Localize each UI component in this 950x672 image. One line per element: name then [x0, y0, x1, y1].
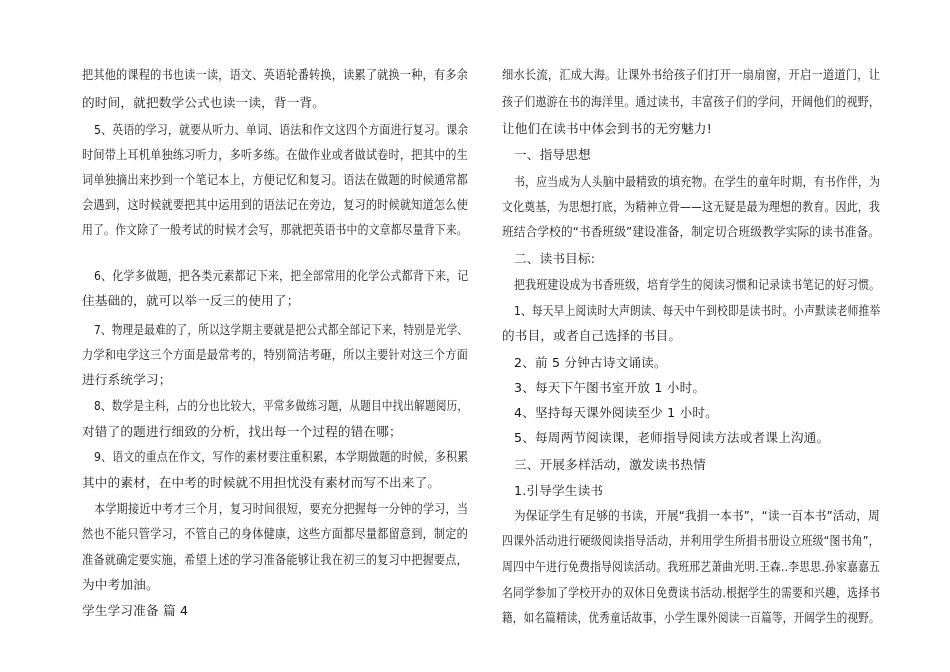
right-text-line: 二、读书目标: — [514, 251, 596, 266]
right-text-line: 把我班建设成为书香班级，培育学生的阅读习惯和记录读书笔记的好习惯。 — [514, 277, 881, 292]
left-text-line: 9、语文的重点在作文，写作的素材要注重积累，本学期做题的时候，多积累 — [94, 449, 469, 464]
right-text-line: 1、每天早上阅读时大声朗读、每天中午到校即是读书时。小声默读老师推举 — [514, 303, 881, 318]
right-text-line: 四课外活动进行硬级阅读指导活动，并利用学生所捐书册设立班级“图书角”， — [502, 533, 880, 548]
right-text-line: 班结合学校的“书香班级”建设准备，制定切合班级教学实际的读书准备。 — [502, 224, 881, 239]
left-text-line: 会遇到，这时候就要把其中运用到的语法记在旁边，复习的时候就知道怎么使 — [82, 197, 468, 212]
right-text-line: 书，应当成为人头脑中最精致的填充物。在学生的童年时期，有书作伴，为 — [514, 174, 881, 189]
right-text-line: 文化奠基，为思想打底，为精神立骨——这无疑是最为理想的教育。因此，我 — [502, 199, 880, 214]
right-text-line: 籍，如名篇精读，优秀童话故事，小学生课外阅读一百篇等，开阔学生的视野。 — [502, 610, 880, 625]
right-text-line: 为保证学生有足够的书读，开展“我捐一本书”，“读一百本书”活动，周 — [514, 508, 880, 523]
right-text-line: 2、前 5 分钟古诗文诵读。 — [514, 355, 667, 370]
left-text-line: 准备就确定要实施，希望上述的学习准备能够让我在初三的复习中把握要点， — [82, 552, 468, 567]
right-text-line: 一、指导思想 — [514, 147, 591, 162]
right-text-line: 4、坚持每天课外阅读至少 1 小时。 — [514, 405, 718, 420]
left-text-line: 其中的素材，在中考的时候就不用担忧没有素材而写不出来了。 — [82, 475, 441, 490]
left-text-line: 8、数学是主科，占的分也比较大，平常多做练习题，从题目中找出解题阅历， — [94, 398, 469, 413]
left-text-line: 本学期接近中考才三个月，复习时间很短，要充分把握每一分钟的学习，当 — [94, 501, 469, 516]
left-text-line: 然也不能只管学习，不管自己的身体健康，这些方面都尽量都留意到，制定的 — [82, 526, 468, 541]
right-text-line: 让他们在读书中体会到书的无穷魅力! — [502, 121, 712, 136]
left-text-line: 把其他的课程的书也读一读，语文、英语轮番转换，读累了就换一种，有多余 — [82, 67, 468, 82]
left-text-line: 7、物理是最难的了，所以这学期主要就是把公式都全部记下来，特别是光学、 — [94, 322, 469, 337]
right-text-line: 的书目，或者自己选择的书目。 — [502, 328, 682, 343]
left-text-line: 为中考加油。 — [82, 577, 159, 592]
left-text-line: 时间带上耳机单独练习听力，多听多练。在做作业或者做试卷时，把其中的生 — [82, 147, 468, 162]
left-text-line: 的时间，就把数学公式也读一读，背一背。 — [82, 95, 326, 110]
left-text-line: 6、化学多做题，把各类元素都记下来，把全部常用的化学公式都背下来，记 — [94, 268, 469, 283]
right-text-line: 周四中午进行免费指导阅读活动。我班邢艺萧曲光明.王森..李思思.孙家嘉嘉五 — [502, 559, 881, 574]
right-text-line: 孩子们遨游在书的海洋里。通过读书，丰富孩子们的学问，开阔他们的视野， — [502, 94, 880, 109]
right-text-line: 1.引导学生读书 — [514, 483, 604, 498]
left-text-line: 5、英语的学习，就要从听力、单词、语法和作文这四个方面进行复习。课余 — [94, 122, 469, 137]
left-text-line: 住基础的，就可以举一反三的使用了； — [82, 293, 300, 308]
right-text-line: 细水长流，汇成大海。让课外书给孩子们打开一扇扇窗，开启一道道门，让 — [502, 67, 881, 82]
right-text-line: 3、每天下午图书室开放 1 小时。 — [514, 380, 706, 395]
left-text-line: 词单独摘出来抄到一个笔记本上，方便记忆和复习。语法在做题的时候通常都 — [82, 172, 468, 187]
left-text-line: 学生学习准备 篇 4 — [82, 603, 189, 618]
left-text-line: 对错了的题进行细致的分析，找出每一个过程的错在哪； — [82, 424, 402, 439]
left-text-line: 用了。作文除了一般考试的时候才会写，那就把英语书中的文章都尽量背下来。 — [82, 222, 468, 237]
right-text-line: 5、每周两节阅读课，老师指导阅读方法或者课上沟通。 — [514, 430, 830, 445]
right-text-line: 三、开展多样活动，激发读书热情 — [514, 457, 706, 472]
left-text-line: 力学和电学这三个方面是最常考的，特别简洁考砸，所以主要针对这三个方面 — [82, 347, 468, 362]
left-text-line: 进行系统学习； — [82, 372, 172, 387]
right-text-line: 名同学参加了学校开办的双休日免费读书活动.根据学生的需要和兴趣，选择书 — [502, 585, 881, 600]
